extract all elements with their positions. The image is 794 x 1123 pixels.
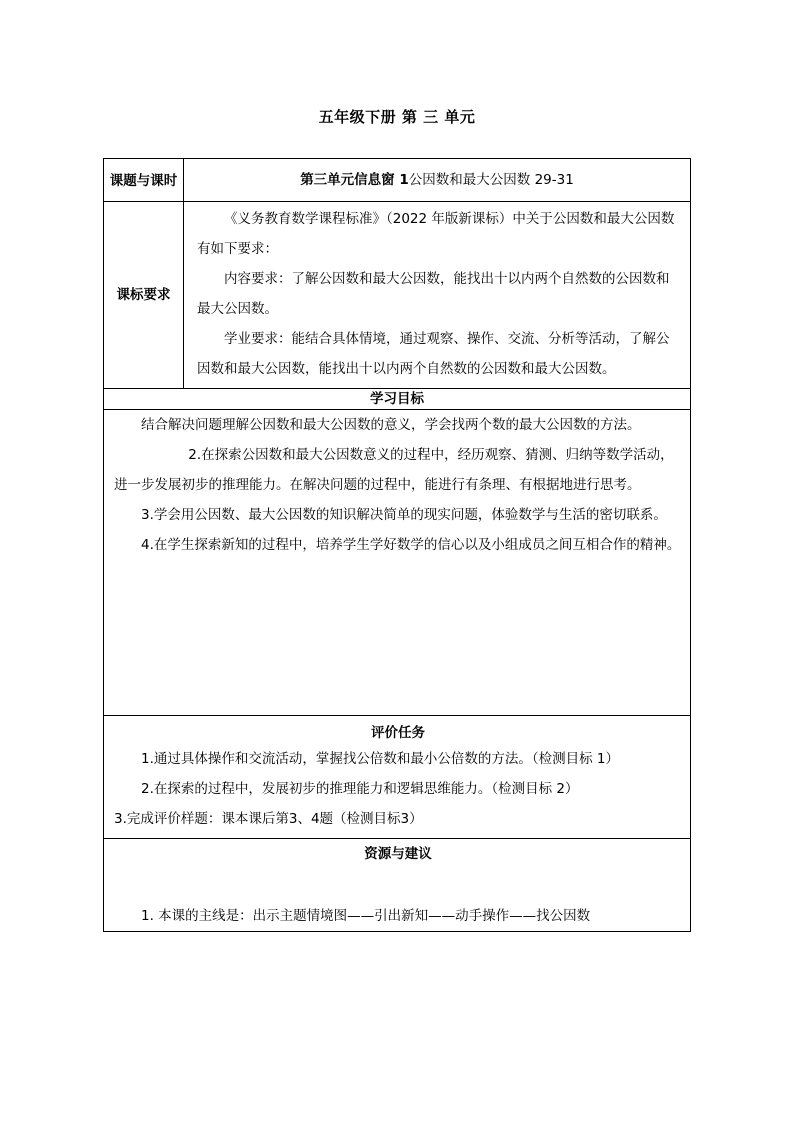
goals-heading: 学习目标: [104, 389, 691, 410]
evaluation-item: 1.通过具体操作和交流活动，掌握找公倍数和最小公倍数的方法。（检测目标 1）: [141, 751, 620, 767]
goal-item: 2.在探索公因数和最大公因数意义的过程中，经历观察、猜测、归纳等数学活动，进一步发展初步的推理能力。在解决问题的过程中，能进行有条理、有根据地进行思考。: [114, 447, 674, 493]
lesson-label: 课题与课时: [104, 159, 184, 202]
standard-row: [104, 202, 691, 389]
standard-content: [184, 202, 691, 389]
evaluation-content: [104, 716, 691, 839]
page-title: 五年级下册 第 三 单元: [318, 108, 476, 126]
goals-heading-row: [104, 389, 691, 410]
standard-paragraph: 学业要求：能结合具体情境，通过观察、操作、交流、分析等活动，了解公因数和最大公因数，能找出十以内两个自然数的公因数和最大公因数。: [197, 331, 670, 377]
standard-paragraph: 内容要求：了解公因数和最大公因数，能找出十以内两个自然数的公因数和最大公因数。: [197, 271, 670, 317]
goals-row: [104, 410, 691, 716]
lesson-title: [184, 159, 691, 202]
resources-heading: 资源与建议: [364, 846, 432, 862]
standard-paragraph: 《义务教育数学课程标准》（2022 年版新课标）中关于公因数和最大公因数有如下要求：: [197, 211, 675, 257]
resources-row: [104, 839, 691, 932]
goals-content: [104, 410, 691, 716]
resources-spacer: [114, 869, 682, 901]
goal-item: 4.在学生探索新知的过程中，培养学生学好数学的信心以及小组成员之间互相合作的精神。: [141, 537, 681, 553]
goal-item: 结合解决问题理解公因数和最大公因数的意义，学会找两个数的最大公因数的方法。: [141, 417, 641, 433]
evaluation-row: [104, 716, 691, 839]
lesson-plan-table: [103, 158, 691, 932]
goal-item: 3.学会用公因数、最大公因数的知识解决简单的现实问题，体验数学与生活的密切联系。: [141, 507, 667, 523]
evaluation-heading: 评价任务: [371, 725, 425, 741]
lesson-row: [104, 159, 691, 202]
lesson-title-rest: 公因数和最大公因数 29-31: [408, 172, 574, 188]
evaluation-item: 3.完成评价样题：课本课后第3、4题（检测目标3）: [114, 811, 423, 827]
resources-content: [104, 839, 691, 932]
lesson-title-bold: 第三单元信息窗 1: [300, 172, 409, 188]
resources-item: 1. 本课的主线是：出示主题情境图——引出新知——动手操作——找公因数: [141, 908, 591, 924]
evaluation-item: 2.在探索的过程中，发展初步的推理能力和逻辑思维能力。（检测目标 2）: [141, 781, 579, 797]
standard-label: 课标要求: [104, 202, 184, 389]
